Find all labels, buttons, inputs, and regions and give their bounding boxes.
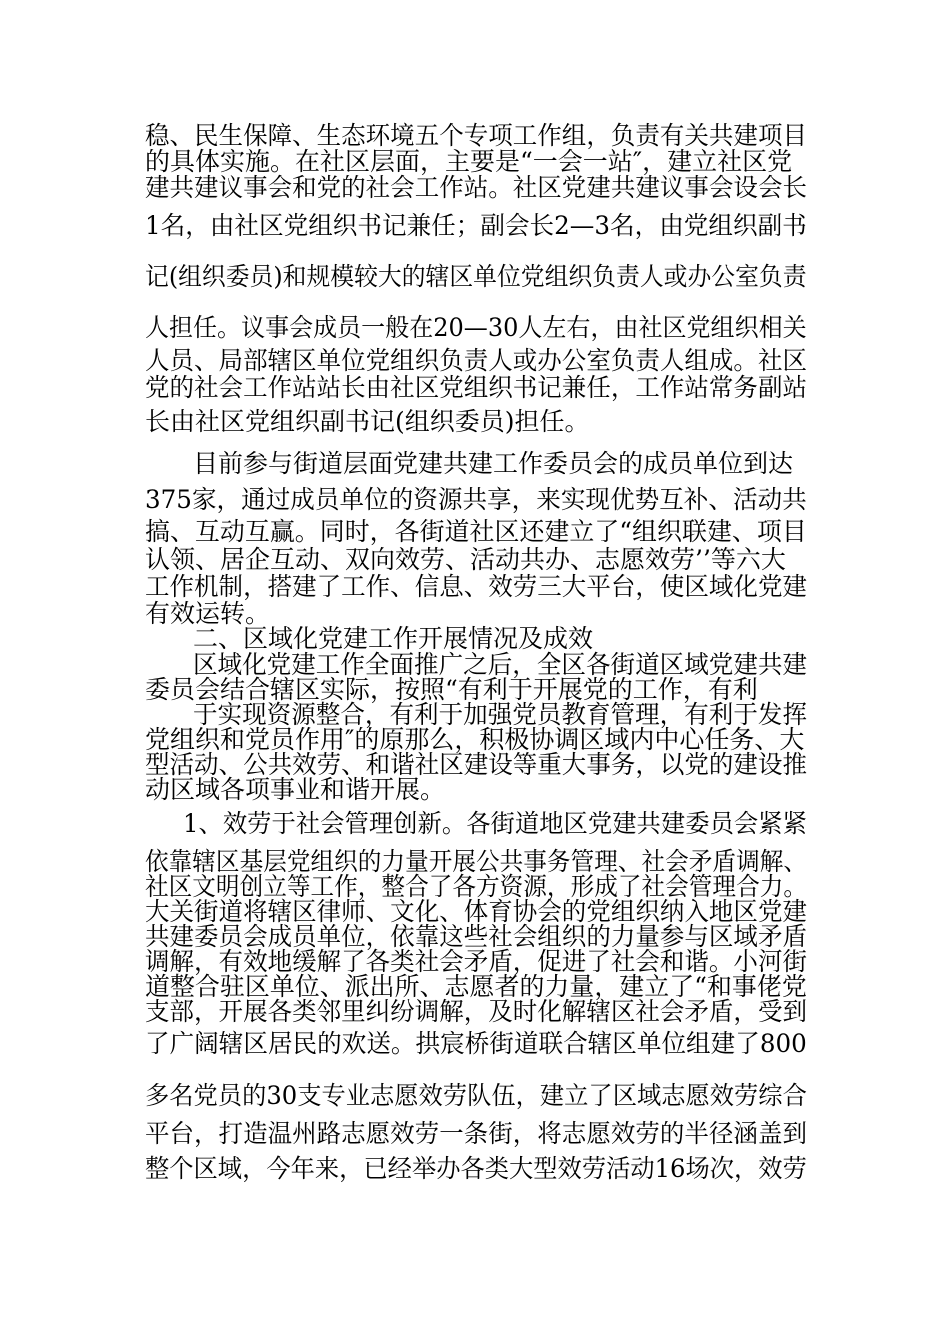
text-line: 调解，有效地缓解了各类社会矛盾，促进了社会和谐。小河街 — [145, 947, 807, 976]
text-line: 社区文明创立等工作，整合了各方资源，形成了社会管理合力。 — [145, 872, 808, 901]
text-line: 动区域各项事业和谐开展。 — [145, 775, 446, 804]
text-line: 支部，开展各类邻里纠纷调解，及时化解辖区社会矛盾，受到 — [145, 997, 807, 1026]
text-line: 有效运转。 — [145, 599, 271, 628]
paragraph-start-line: 区域化党建工作全面推广之后，全区各街道区域党建共建 — [193, 650, 808, 679]
text-line: 了广阔辖区居民的欢送。拱宸桥街道联合辖区单位组建了800 — [145, 1029, 807, 1058]
text-line: 依靠辖区基层党组织的力量开展公共事务管理、社会矛盾调解、 — [145, 847, 808, 876]
text-line: 型活动、公共效劳、和谐社区建设等重大事务，以党的建设推 — [145, 750, 807, 779]
text-line: 记(组织委员)和规模较大的辖区单位党组织负责人或办公室负责 — [145, 262, 807, 291]
text-line: 工作机制，搭建了工作、信息、效劳三大平台，使区域化党建 — [145, 572, 807, 601]
text-line: 375家，通过成员单位的资源共享，来实现优势互补、活动共 — [145, 485, 807, 514]
text-line: 认领、居企互动、双向效劳、活动共办、志愿效劳’’等六大 — [145, 545, 786, 574]
text-line: 大关街道将辖区律师、文化、体育协会的党组织纳入地区党建 — [145, 897, 807, 926]
text-line: 多名党员的30支专业志愿效劳队伍，建立了区域志愿效劳综合 — [145, 1081, 807, 1110]
text-line: 人员、局部辖区单位党组织负责人或办公室负责人组成。社区 — [145, 346, 807, 375]
text-line: 党的社会工作站站长由社区党组织书记兼任，工作站常务副站 — [145, 373, 807, 402]
text-line: 平台，打造温州路志愿效劳一条街，将志愿效劳的半径涵盖到 — [145, 1119, 807, 1148]
text-line: 共建委员会成员单位，依靠这些社会组织的力量参与区域矛盾 — [145, 922, 807, 951]
text-line: 长由社区党组织副书记(组织委员)担任。 — [145, 407, 590, 436]
text-line: 委员会结合辖区实际，按照“有利于开展党的工作，有利 — [145, 675, 758, 704]
section-heading: 二、区域化党建工作开展情况及成效 — [193, 624, 594, 653]
paragraph-start-line: 目前参与街道层面党建共建工作委员会的成员单位到达 — [193, 449, 794, 478]
text-line: 搞、互动互赢。同时，各街道社区还建立了“组织联建、项目 — [145, 517, 807, 546]
text-line: 的具体实施。在社区层面，主要是“一会一站″，建立社区党 — [145, 147, 793, 176]
text-line: 于实现资源整合，有利于加强党员教育管理，有利于发挥 — [193, 700, 808, 729]
text-line: 党组织和党员作用″的原那么，积极协调区域内中心任务、大 — [145, 725, 805, 754]
text-line: 1名，由社区党组织书记兼任；副会长2—3名，由党组织副书 — [145, 211, 807, 240]
text-line: 整个区域，今年来，已经举办各类大型效劳活动16场次，效劳 — [145, 1154, 807, 1183]
text-line: 稳、民生保障、生态环境五个专项工作组，负责有关共建项目 — [145, 121, 807, 150]
text-line: 道整合驻区单位、派出所、志愿者的力量，建立了“和事佬党 — [145, 972, 807, 1001]
text-line: 建共建议事会和党的社会工作站。社区党建共建议事会设会长 — [145, 173, 807, 202]
paragraph-start-line: 1、效劳于社会管理创新。各街道地区党建共建委员会紧紧 — [183, 809, 807, 838]
text-line: 人担任。议事会成员一般在20—30人左右，由社区党组织相关 — [145, 313, 807, 342]
